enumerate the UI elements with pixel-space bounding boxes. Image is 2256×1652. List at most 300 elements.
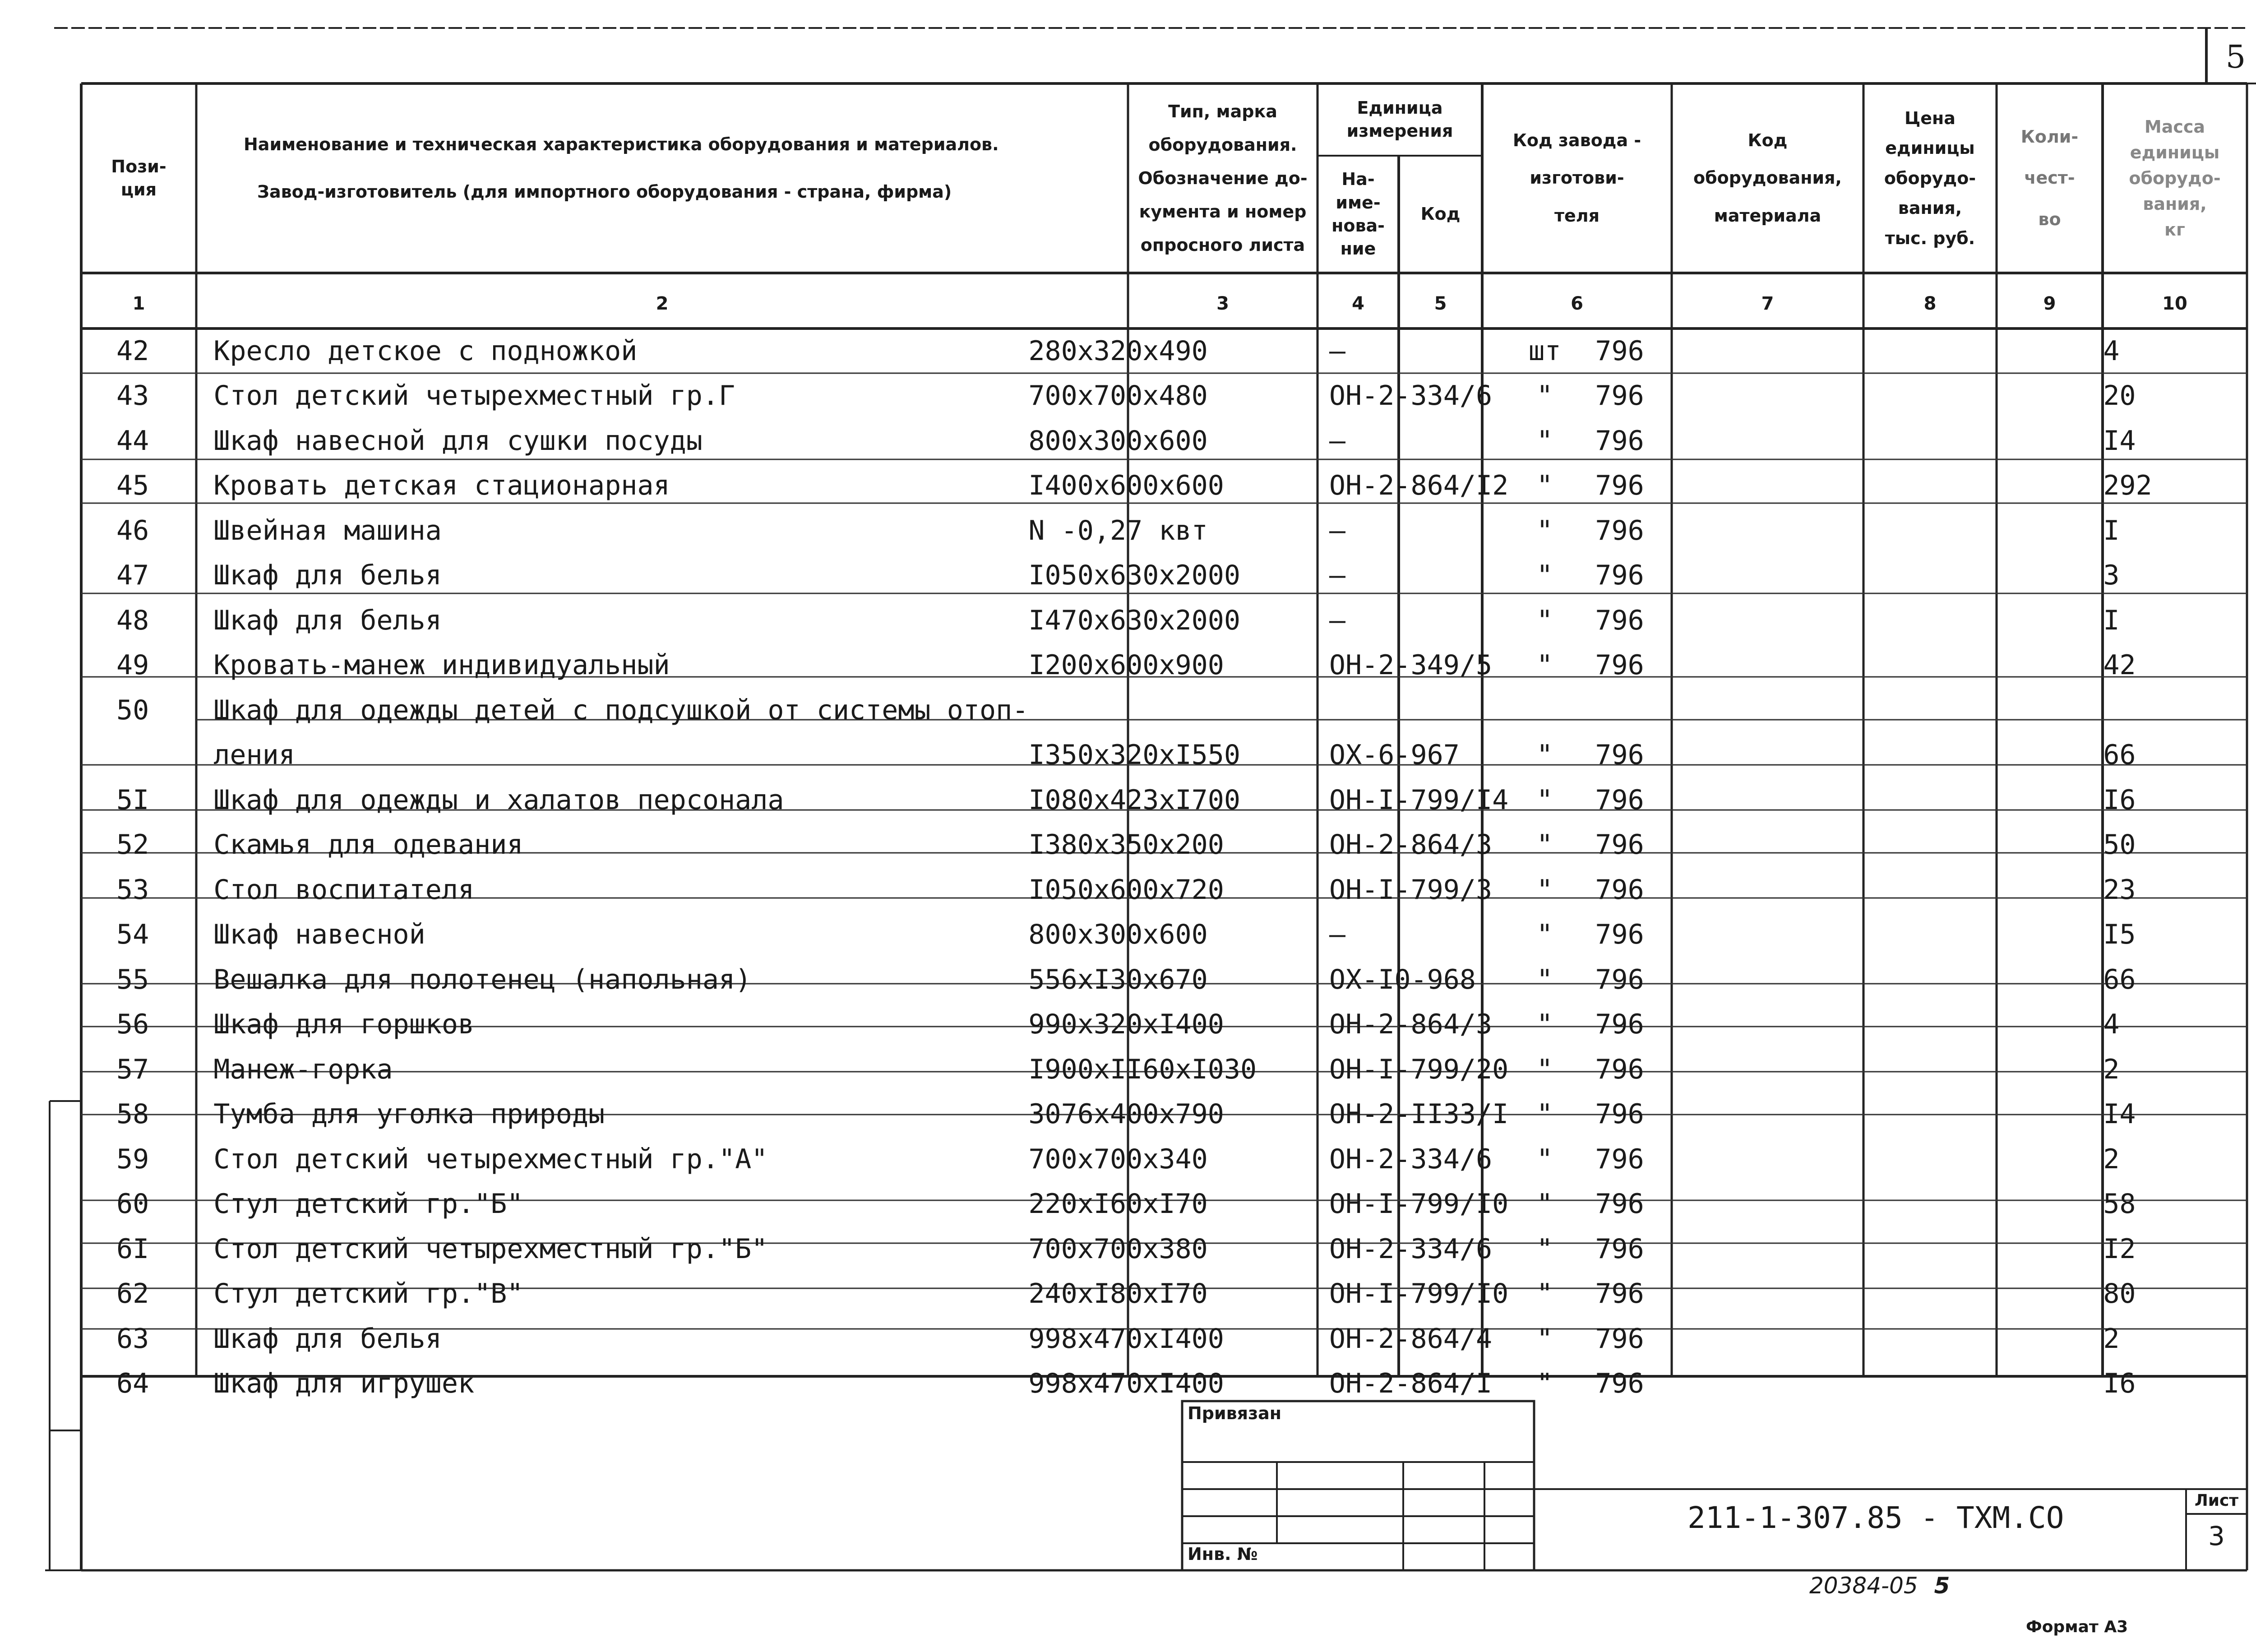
cell-qty: I6: [2103, 784, 2136, 816]
cell-e7: [1814, 374, 1971, 419]
cell-e6: [1658, 1272, 1814, 1317]
cell-qty: I5: [2103, 919, 2136, 951]
cell-e6: [1658, 508, 1814, 553]
table-row: [83, 912, 2256, 958]
cell-name: Шкаф для одежды и халатов персонала: [213, 784, 784, 816]
cell-pos: 50: [116, 694, 149, 726]
cell-name: Тумба для уголка природы: [213, 1098, 605, 1130]
cell-e10: [2181, 1002, 2256, 1047]
cell-doc: ОН-I-799/I4: [1329, 784, 1509, 816]
cell-name: Кресло детское с подножкой: [213, 335, 638, 367]
cell-e10: [2181, 1182, 2256, 1227]
table-row: [83, 1316, 2256, 1361]
cell-unit: шт: [1528, 335, 1561, 367]
cell-e8: [1971, 1226, 2080, 1272]
cell-dim: 220xI60xI70: [1028, 1188, 1208, 1220]
cell-qty: 23: [2103, 874, 2136, 906]
cell-e8: [1971, 418, 2080, 463]
cell-e8: [1971, 1002, 2080, 1047]
cell-e6: [1658, 1226, 1814, 1272]
cell-qty: 42: [2103, 649, 2136, 681]
cell-pos: 46: [116, 514, 149, 546]
cell-dim: 800x300x600: [1028, 425, 1208, 457]
cell-pos: 55: [116, 963, 149, 995]
cell-e7: [1814, 418, 1971, 463]
cell-name: Стул детский гр."Б": [213, 1188, 523, 1220]
cell-doc: ОН-2-864/4: [1329, 1323, 1493, 1355]
table-row: [83, 508, 2256, 553]
cell-unit: ": [1536, 1143, 1553, 1175]
cell-e10: [2181, 508, 2256, 553]
cell-e6: [1658, 374, 1814, 419]
cell-doc: ОН-2-349/5: [1329, 649, 1493, 681]
header-unit-name: На- име- нова- ние: [1331, 169, 1385, 259]
cell-pos: 56: [116, 1009, 149, 1041]
cell-name: Стол детский четырехместный гр.Г: [213, 380, 735, 412]
cell-doc: [1316, 688, 1508, 733]
cell-e10: [2181, 957, 2256, 1002]
cell-name: Швейная машина: [213, 514, 442, 546]
cell-e10: [2181, 463, 2256, 509]
cell-dim: 800x300x600: [1028, 919, 1208, 951]
cell-doc: –: [1329, 335, 1345, 367]
cell-code: 796: [1595, 1009, 1644, 1041]
cell-e7: [1814, 1316, 1971, 1361]
cell-e8: [1971, 643, 2080, 688]
cell-unit: ": [1536, 919, 1553, 951]
cell-qty: 292: [2103, 470, 2152, 502]
cell-e10: [2181, 598, 2256, 643]
cell-e10: [2181, 1226, 2256, 1272]
bound-label: Привязан: [1188, 1403, 1282, 1423]
cell-e7: [1814, 1137, 1971, 1182]
cell-e8: [1971, 1137, 2080, 1182]
table-row: [83, 553, 2256, 598]
corner-sheet-number: 5: [2225, 38, 2246, 75]
header-unit-group: Единица измерения: [1346, 97, 1453, 141]
cell-unit: [1508, 688, 1581, 733]
cell-name: Стол воспитателя: [213, 874, 475, 906]
inventory-sheet: 5: [1934, 1573, 1950, 1599]
cell-unit: ": [1536, 514, 1553, 546]
cell-doc: –: [1329, 425, 1345, 457]
cell-code: 796: [1595, 784, 1644, 816]
cell-pos: 48: [116, 604, 149, 636]
cell-unit: ": [1536, 425, 1553, 457]
cell-e6: [1658, 867, 1814, 912]
inventory-label: Инв. №: [1188, 1544, 1258, 1564]
cell-code: 796: [1595, 514, 1644, 546]
cell-pos: 63: [116, 1323, 149, 1355]
cell-e10: [2181, 867, 2256, 912]
cell-unit: ": [1536, 1233, 1553, 1265]
cell-e7: [1814, 912, 1971, 958]
cell-e8: [1971, 688, 2080, 733]
cell-e8: [1971, 957, 2080, 1002]
cell-unit: ": [1536, 1053, 1553, 1085]
cell-dim: [1028, 688, 1316, 733]
header-factory-code: Код завода - изготови- теля: [1512, 130, 1641, 226]
cell-code: 796: [1595, 874, 1644, 906]
cell-doc: –: [1329, 919, 1345, 951]
cell-name: Скамья для одевания: [213, 829, 523, 861]
col-number-9: 9: [2043, 293, 2056, 314]
cell-e6: [1658, 463, 1814, 509]
inventory-stamp: [1809, 1573, 1950, 1599]
inventory-number: 20384-05: [1809, 1573, 1918, 1599]
cell-dim: I050x600x720: [1028, 874, 1224, 906]
cell-qty: 80: [2103, 1278, 2136, 1310]
cell-pos: 6I: [116, 1233, 149, 1265]
cell-pos: 52: [116, 829, 149, 861]
col-number-4: 4: [1352, 293, 1364, 314]
cell-dim: I050x630x2000: [1028, 560, 1240, 592]
cell-e8: [1971, 733, 2080, 778]
cell-pos: [83, 733, 182, 778]
table-row: [83, 418, 2256, 463]
cell-pos: 58: [116, 1098, 149, 1130]
cell-qty: [2080, 688, 2180, 733]
header-unit-code: Код: [1420, 204, 1461, 224]
cell-doc: ОН-2-864/I: [1329, 1368, 1493, 1400]
cell-code: 796: [1595, 470, 1644, 502]
cell-e10: [2181, 1272, 2256, 1317]
cell-e7: [1814, 463, 1971, 509]
table-row: [83, 1361, 2256, 1407]
cell-code: 796: [1595, 1143, 1644, 1175]
cell-doc: ОН-2-334/6: [1329, 1233, 1493, 1265]
table-row: [83, 1092, 2256, 1137]
table-row: [83, 598, 2256, 643]
cell-dim: N -0,27 квт: [1028, 514, 1208, 546]
table-row: [83, 329, 2256, 374]
document-code: 211-1-307.85 - ТХМ.СО: [1687, 1500, 2064, 1535]
cell-code: 796: [1595, 919, 1644, 951]
cell-e7: [1814, 643, 1971, 688]
cell-doc: ОХ-6-967: [1329, 739, 1460, 771]
cell-e10: [2181, 1047, 2256, 1092]
cell-name: Стул детский гр."В": [213, 1278, 523, 1310]
cell-e7: [1814, 598, 1971, 643]
cell-code: 796: [1595, 1323, 1644, 1355]
cell-code: 796: [1595, 1053, 1644, 1085]
cell-pos: 45: [116, 470, 149, 502]
cell-qty: 2: [2103, 1053, 2120, 1085]
cell-doc: –: [1329, 560, 1345, 592]
cell-qty: 4: [2103, 1009, 2120, 1041]
cell-dim: 280x320x490: [1028, 335, 1208, 367]
cell-e7: [1814, 1226, 1971, 1272]
cell-dim: I080x423xI700: [1028, 784, 1240, 816]
cell-e6: [1658, 418, 1814, 463]
cell-code: 796: [1595, 1233, 1644, 1265]
cell-name: Шкаф для белья: [213, 604, 442, 636]
equipment-table-body: [83, 329, 2256, 1406]
header-quantity: Коли- чест- во: [2020, 127, 2079, 229]
cell-qty: I2: [2103, 1233, 2136, 1265]
col-number-5: 5: [1434, 293, 1447, 314]
cell-name: Кровать-манеж индивидуальный: [213, 649, 670, 681]
cell-name: Стол детский четырехместный гр."Б": [213, 1233, 768, 1265]
cell-e10: [2181, 688, 2256, 733]
cell-e7: [1814, 1002, 1971, 1047]
cell-e8: [1971, 598, 2080, 643]
cell-e8: [1971, 912, 2080, 958]
cell-unit: ": [1536, 470, 1553, 502]
cell-e10: [2181, 912, 2256, 958]
cell-unit: ": [1536, 1278, 1553, 1310]
col-number-3: 3: [1216, 293, 1229, 314]
cell-e7: [1814, 1361, 1971, 1407]
cell-code: 796: [1595, 829, 1644, 861]
header-position: Пози- ция: [111, 156, 166, 199]
cell-e6: [1658, 1137, 1814, 1182]
cell-code: 796: [1595, 1278, 1644, 1310]
col-number-10: 10: [2162, 293, 2187, 314]
cell-code: 796: [1595, 739, 1644, 771]
cell-doc: ОН-2-864/3: [1329, 1009, 1493, 1041]
cell-e7: [1814, 1047, 1971, 1092]
table-row: [83, 1272, 2256, 1317]
cell-doc: ОН-I-799/20: [1329, 1053, 1509, 1085]
cell-e8: [1971, 777, 2080, 823]
cell-pos: 57: [116, 1053, 149, 1085]
cell-e8: [1971, 374, 2080, 419]
cell-doc: ОХ-I0-968: [1329, 963, 1476, 995]
cell-qty: 58: [2103, 1188, 2136, 1220]
cell-pos: 47: [116, 560, 149, 592]
cell-e10: [2181, 777, 2256, 823]
cell-e7: [1814, 688, 1971, 733]
cell-doc: –: [1329, 514, 1345, 546]
cell-doc: ОН-2-334/6: [1329, 380, 1493, 412]
col-number-7: 7: [1761, 293, 1774, 314]
format-label: Формат А3: [2026, 1618, 2128, 1636]
cell-dim: I350x320xI550: [1028, 739, 1240, 771]
cell-dim: 556xI30x670: [1028, 963, 1208, 995]
cell-qty: I4: [2103, 1098, 2136, 1130]
cell-code: 796: [1595, 1368, 1644, 1400]
table-row: [83, 643, 2256, 688]
cell-e10: [2181, 553, 2256, 598]
col-number-2: 2: [656, 293, 669, 314]
cell-dim: I400x600x600: [1028, 470, 1224, 502]
cell-pos: 60: [116, 1188, 149, 1220]
cell-name: Шкаф навесной для сушки посуды: [213, 425, 703, 457]
cell-e8: [1971, 1092, 2080, 1137]
cell-dim: 3076x400x790: [1028, 1098, 1224, 1130]
cell-e10: [2181, 643, 2256, 688]
cell-e6: [1658, 329, 1814, 374]
cell-dim: I380x350x200: [1028, 829, 1224, 861]
cell-dim: 700x700x380: [1028, 1233, 1208, 1265]
header-equipment-code: Код оборудования, материала: [1693, 130, 1842, 226]
cell-e10: [2181, 418, 2256, 463]
cell-e6: [1658, 1316, 1814, 1361]
cell-unit: ": [1536, 380, 1553, 412]
cell-qty: 2: [2103, 1143, 2120, 1175]
cell-e6: [1658, 957, 1814, 1002]
cell-unit: ": [1536, 874, 1553, 906]
cell-e8: [1971, 1316, 2080, 1361]
cell-unit: ": [1536, 1323, 1553, 1355]
cell-qty: I: [2103, 604, 2120, 636]
table-row: [83, 867, 2256, 912]
table-row: [83, 957, 2256, 1002]
cell-name: Шкаф для белья: [213, 560, 442, 592]
cell-e10: [2181, 1137, 2256, 1182]
cell-pos: 64: [116, 1368, 149, 1400]
col-number-8: 8: [1923, 293, 1937, 314]
cell-qty: 2: [2103, 1323, 2120, 1355]
cell-qty: I: [2103, 514, 2120, 546]
cell-dim: 240xI80xI70: [1028, 1278, 1208, 1310]
cell-e6: [1658, 912, 1814, 958]
cell-e8: [1971, 1272, 2080, 1317]
sheet-number: 3: [2208, 1521, 2225, 1551]
cell-dim: 700x700x480: [1028, 380, 1208, 412]
table-row: [83, 463, 2256, 509]
cell-e7: [1814, 1182, 1971, 1227]
cell-qty: 3: [2103, 560, 2120, 592]
cell-e6: [1658, 1047, 1814, 1092]
cell-e10: [2181, 823, 2256, 868]
cell-pos: 44: [116, 425, 149, 457]
cell-e7: [1814, 867, 1971, 912]
cell-e6: [1658, 823, 1814, 868]
cell-e8: [1971, 329, 2080, 374]
cell-e7: [1814, 1092, 1971, 1137]
cell-e7: [1814, 1272, 1971, 1317]
cell-qty: 66: [2103, 739, 2136, 771]
cell-qty: I6: [2103, 1368, 2136, 1400]
cell-e6: [1658, 777, 1814, 823]
cell-dim: 998x470xI400: [1028, 1368, 1224, 1400]
cell-name: Кровать детская стационарная: [213, 470, 670, 502]
table-row: [83, 1226, 2256, 1272]
cell-doc: ОН-2-864/I2: [1329, 470, 1509, 502]
cell-dim: 700x700x340: [1028, 1143, 1208, 1175]
cell-doc: –: [1329, 604, 1345, 636]
table-row: [83, 1002, 2256, 1047]
cell-unit: ": [1536, 1368, 1553, 1400]
cell-e6: [1658, 733, 1814, 778]
cell-dim: I900xII60xI030: [1028, 1053, 1257, 1085]
cell-e7: [1814, 553, 1971, 598]
cell-doc: ОН-2-334/6: [1329, 1143, 1493, 1175]
cell-code: 796: [1595, 560, 1644, 592]
cell-e6: [1658, 643, 1814, 688]
cell-unit: ": [1536, 1098, 1553, 1130]
cell-name: Шкаф для горшков: [213, 1009, 475, 1041]
cell-e6: [1658, 1002, 1814, 1047]
cell-e7: [1814, 823, 1971, 868]
cell-code: [1581, 688, 1658, 733]
cell-code: 796: [1595, 425, 1644, 457]
equipment-table: [83, 329, 2256, 1406]
cell-e6: [1658, 1361, 1814, 1407]
cell-unit: ": [1536, 784, 1553, 816]
cell-e6: [1658, 688, 1814, 733]
cell-e10: [2181, 374, 2256, 419]
table-row: [83, 733, 2256, 778]
cell-unit: ": [1536, 560, 1553, 592]
cell-e7: [1814, 777, 1971, 823]
table-row: [83, 1137, 2256, 1182]
cell-code: 796: [1595, 380, 1644, 412]
cell-code: 796: [1595, 963, 1644, 995]
cell-pos: 53: [116, 874, 149, 906]
cell-unit: ": [1536, 1188, 1553, 1220]
cell-e7: [1814, 508, 1971, 553]
cell-pos: 62: [116, 1278, 149, 1310]
cell-e7: [1814, 329, 1971, 374]
cell-e8: [1971, 463, 2080, 509]
cell-qty: 20: [2103, 380, 2136, 412]
cell-e10: [2181, 1316, 2256, 1361]
header-mass: Масса единицы оборудо- вания, кг: [2129, 116, 2221, 240]
table-row: [83, 823, 2256, 868]
cell-unit: ": [1536, 829, 1553, 861]
cell-qty: 4: [2103, 335, 2120, 367]
cell-e6: [1658, 1182, 1814, 1227]
cell-e7: [1814, 957, 1971, 1002]
cell-name: Стол детский четырехместный гр."А": [213, 1143, 768, 1175]
cell-pos: 54: [116, 919, 149, 951]
cell-e10: [2181, 1092, 2256, 1137]
cell-dim: 990x320xI400: [1028, 1009, 1224, 1041]
cell-e8: [1971, 1361, 2080, 1407]
cell-e6: [1658, 553, 1814, 598]
header-name-line2: Завод-изготовитель (для импортного оборудования - страна, фирма): [257, 182, 952, 202]
cell-qty: 50: [2103, 829, 2136, 861]
cell-pos: 5I: [116, 784, 149, 816]
cell-qty: I4: [2103, 425, 2136, 457]
table-row: [83, 777, 2256, 823]
cell-name: Шкаф для белья: [213, 1323, 442, 1355]
cell-unit: ": [1536, 1009, 1553, 1041]
cell-e8: [1971, 867, 2080, 912]
cell-e8: [1971, 1047, 2080, 1092]
cell-name: Шкаф навесной: [213, 919, 425, 951]
cell-e8: [1971, 508, 2080, 553]
cell-pos: 59: [116, 1143, 149, 1175]
cell-doc: ОН-I-799/3: [1329, 874, 1493, 906]
header-unit-price: Цена единицы оборудо- вания, тыс. руб.: [1884, 108, 1976, 248]
cell-pos: 42: [116, 335, 149, 367]
sheet-label: Лист: [2194, 1491, 2239, 1510]
header-type: Тип, марка оборудования. Обозначение до- кумента и номер опросного листа: [1138, 101, 1308, 255]
cell-dim: I200x600x900: [1028, 649, 1224, 681]
cell-unit: ": [1536, 649, 1553, 681]
cell-unit: ": [1536, 739, 1553, 771]
table-row: [83, 1182, 2256, 1227]
cell-code: 796: [1595, 1098, 1644, 1130]
cell-e8: [1971, 1182, 2080, 1227]
cell-e10: [2181, 733, 2256, 778]
table-row: [83, 374, 2256, 419]
cell-name: Манеж-горка: [213, 1053, 393, 1085]
header-name-line1: Наименование и техническая характеристика оборудования и материалов.: [244, 134, 999, 154]
cell-code: 796: [1595, 649, 1644, 681]
cell-name: ления: [213, 739, 295, 771]
cell-name: Вешалка для полотенец (напольная): [213, 963, 752, 995]
cell-name: Шкаф для игрушек: [213, 1368, 475, 1400]
cell-code: 796: [1595, 335, 1644, 367]
cell-e6: [1658, 598, 1814, 643]
cell-code: 796: [1595, 1188, 1644, 1220]
table-row: [83, 688, 2256, 733]
